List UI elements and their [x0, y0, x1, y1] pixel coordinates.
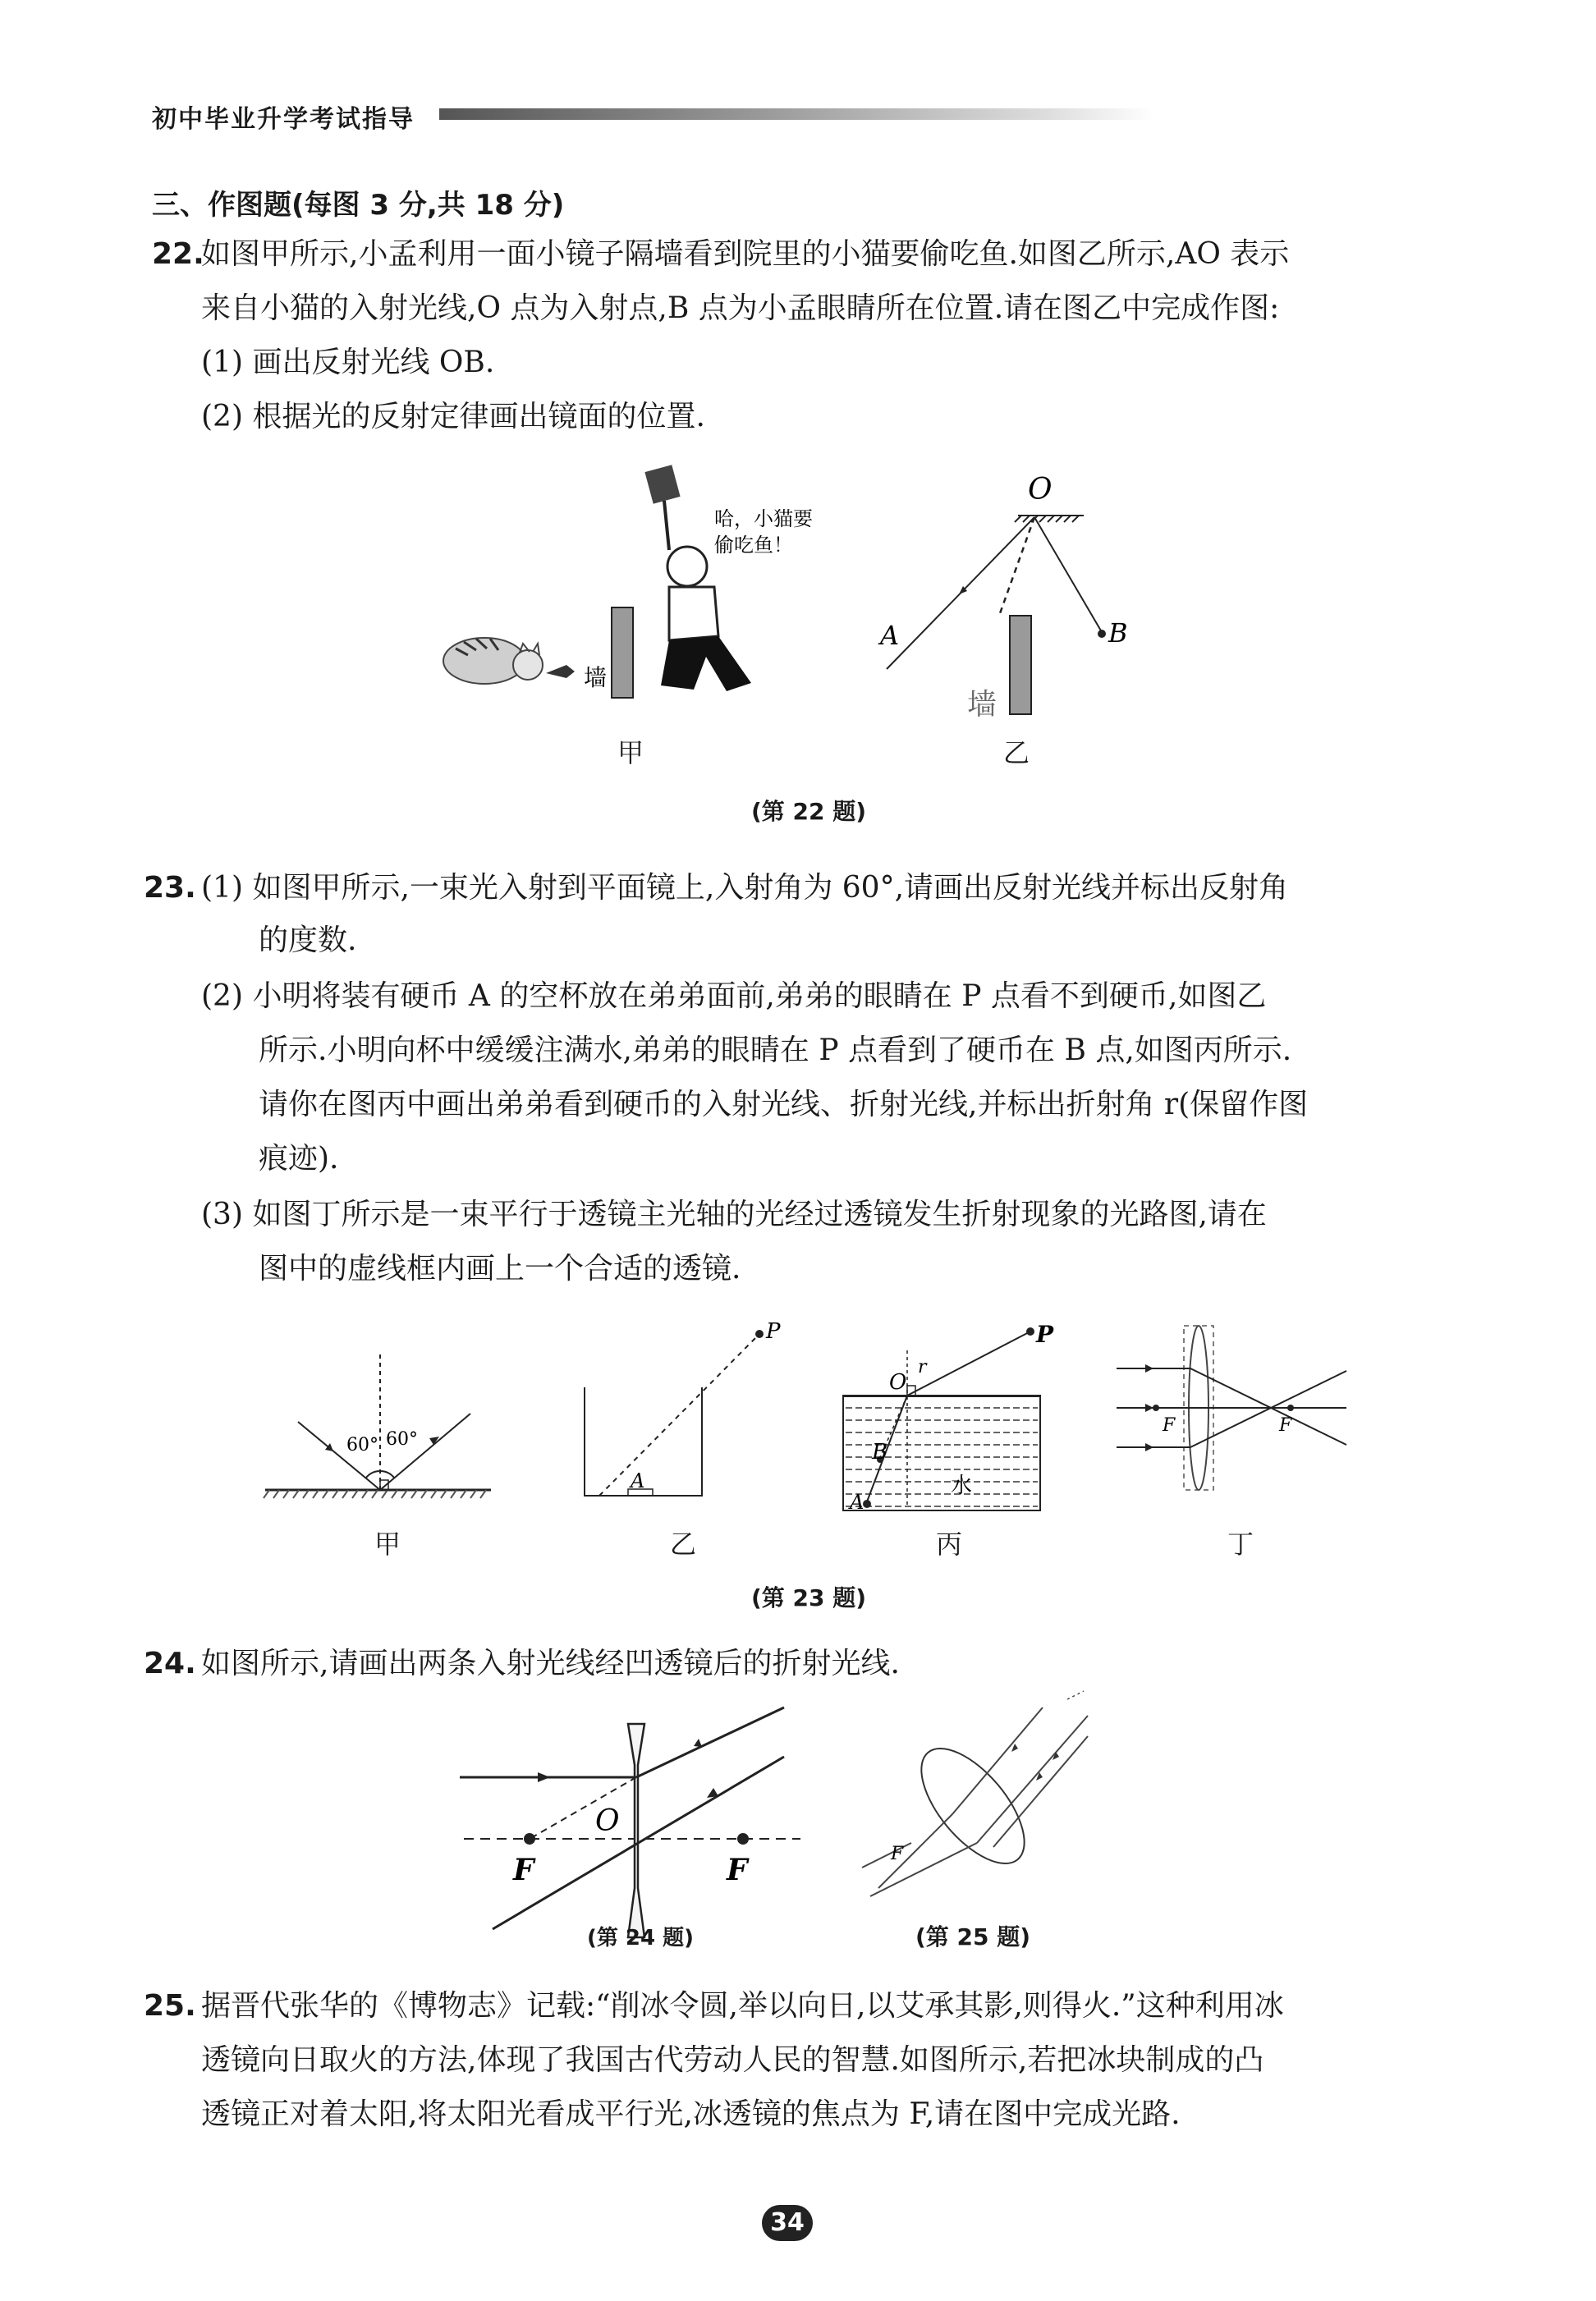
figure-23-yi [575, 1313, 796, 1510]
q23-line7: (3) 如图丁所示是一束平行于透镜主光轴的光经过透镜发生折射现象的光路图,请在 [201, 1198, 1267, 1231]
speech-line1: 哈，小猫要 [714, 507, 813, 530]
q23-caption: (第 23 题) [751, 1584, 867, 1611]
q22-item1: (1) 画出反射光线 OB. [201, 346, 495, 379]
point-o: O [1028, 473, 1053, 506]
q23-line6: 痕迹). [259, 1142, 339, 1176]
figure-22-yi [870, 468, 1149, 731]
wall-label-yi: 墙 [967, 688, 998, 722]
point-f-left: F [1163, 1415, 1176, 1436]
q25-line2: 透镜向日取火的方法,体现了我国古代劳动人民的智慧.如图所示,若把冰块制成的凸 [201, 2043, 1264, 2077]
fig23-label-ding: 丁 [1227, 1529, 1254, 1560]
point-f-24-left: F [513, 1853, 534, 1887]
figure-22-jia [423, 468, 813, 714]
figure-24 [456, 1707, 809, 1954]
q23-number: 23. [144, 871, 196, 905]
point-a: A [880, 620, 900, 651]
q23-line3: (2) 小明将装有硬币 A 的空杯放在弟弟面前,弟弟的眼睛在 P 点看不到硬币,如图乙 [201, 979, 1267, 1013]
figure-25 [854, 1699, 1100, 1905]
wall-label: 墙 [584, 664, 608, 691]
point-b: B [1108, 617, 1128, 649]
q24-text: 如图所示,请画出两条入射光线经凹透镜后的折射光线. [201, 1647, 900, 1680]
fig22-label-yi: 乙 [1003, 737, 1030, 768]
boy-illustration [644, 465, 751, 691]
point-a-bing: A [850, 1491, 864, 1514]
wall [612, 607, 633, 698]
point-f-right: F [1279, 1415, 1292, 1436]
q25-number: 25. [144, 1989, 196, 2023]
water-label: 水 [951, 1474, 973, 1498]
point-o-24: O [595, 1804, 620, 1838]
fig22-label-jia: 甲 [617, 737, 644, 768]
q24-caption: (第 24 题) [587, 1926, 695, 1950]
q22-item2: (2) 根据光的反射定律画出镜面的位置. [201, 400, 705, 433]
fig23-label-yi: 乙 [670, 1529, 697, 1560]
q25-line1: 据晋代张华的《博物志》记载:“削冰令圆,举以向日,以艾承其影,则得火.”这种利用冰 [201, 1989, 1284, 2023]
figure-23-bing [829, 1313, 1059, 1519]
q23-line2: 的度数. [259, 924, 357, 957]
point-a-yi: A [631, 1469, 645, 1492]
angle-r-bing: r [918, 1357, 927, 1377]
q23-line4: 所示.小明向杯中缓缓注满水,弟弟的眼睛在 P 点看到了硬币在 B 点,如图丙所示. [259, 1034, 1292, 1067]
header-bar [439, 108, 1153, 120]
q23-line1: (1) 如图甲所示,一束光入射到平面镜上,入射角为 60°,请画出反射光线并标出反射角 [201, 871, 1289, 905]
page-number: 34 [762, 2205, 813, 2241]
figure-23-ding [1108, 1301, 1363, 1506]
angle-60-left: 60° [346, 1435, 378, 1455]
angle-60-right: 60° [386, 1429, 418, 1450]
speech-line2: 偷吃鱼！ [714, 534, 793, 557]
point-f-24-right: F [727, 1853, 748, 1887]
header-title: 初中毕业升学考试指导 [152, 105, 415, 134]
q23-line5: 请你在图丙中画出弟弟看到硬币的入射光线、折射光线,并标出折射角 r(保留作图 [259, 1088, 1309, 1121]
q22-number: 22. [152, 237, 204, 271]
q22-line2: 来自小猫的入射光线,O 点为入射点,B 点为小孟眼睛所在位置.请在图乙中完成作图: [201, 291, 1280, 325]
figure-23-jia [261, 1346, 499, 1510]
q23-line8: 图中的虚线框内画上一个合适的透镜. [259, 1252, 741, 1286]
point-p-bing: P [1036, 1321, 1054, 1348]
cat-illustration [443, 638, 575, 684]
point-p-yi: P [766, 1319, 781, 1344]
fig23-label-jia: 甲 [374, 1529, 401, 1560]
point-o-bing: O [889, 1370, 907, 1395]
point-f-25: F [891, 1844, 904, 1864]
q25-line3: 透镜正对着太阳,将太阳光看成平行光,冰透镜的焦点为 F,请在图中完成光路. [201, 2097, 1181, 2131]
q22-caption: (第 22 题) [751, 798, 867, 825]
q24-number: 24. [144, 1647, 196, 1680]
point-b-bing: B [872, 1440, 888, 1464]
section-title: 三、作图题(每图 3 分,共 18 分) [152, 189, 565, 222]
fig23-label-bing: 丙 [936, 1529, 963, 1560]
q25-caption: (第 25 题) [915, 1923, 1031, 1950]
q22-line1: 如图甲所示,小孟利用一面小镜子隔墙看到院里的小猫要偷吃鱼.如图乙所示,AO 表示 [201, 237, 1290, 271]
